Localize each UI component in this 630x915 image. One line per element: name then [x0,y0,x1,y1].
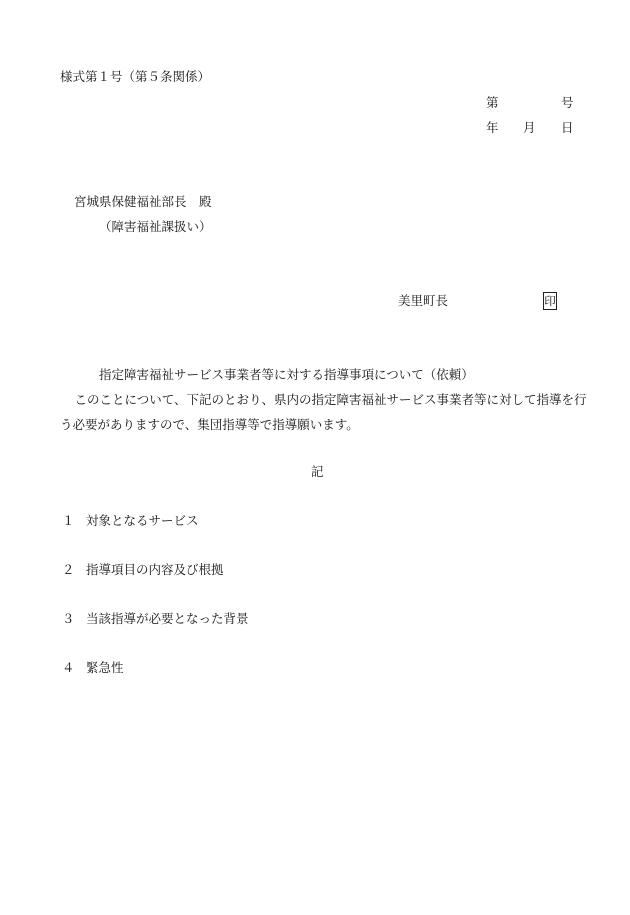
form-number: 様式第１号（第５条関係） [60,69,211,84]
list-item-label: 緊急性 [86,660,124,675]
list-item-label: 当該指導が必要となった背景 [86,611,249,626]
date-day: 日 [561,120,574,135]
document-number-suffix: 号 [561,95,574,110]
body-line-1: このことについて、下記のとおり、県内の指定障害福祉サービス事業者等に対して指導を行 [62,392,587,407]
recipient-attention: （障害福祉課扱い） [99,219,212,234]
seal-stamp-box: 印 [544,294,556,308]
date-year: 年 [486,120,499,135]
document-number-prefix: 第 [486,95,499,110]
sender-name: 美里町長 [398,293,449,308]
list-item-label: 対象となるサービス [86,513,199,528]
recipient-name: 宮城県保健福祉部長 殿 [74,194,212,209]
body-line-2: う必要がありますので、集団指導等で指導願います。 [60,417,359,432]
list-item-number: ３ [62,611,75,626]
notes-heading: 記 [311,464,324,479]
date-month: 月 [523,120,536,135]
list-item-number: ４ [62,660,75,675]
list-item-number: ２ [62,562,75,577]
subject-line: 指定障害福祉サービス事業者等に対する指導事項について（依頼） [99,367,474,382]
list-item-number: １ [62,513,75,528]
list-item-label: 指導項目の内容及び根拠 [86,562,224,577]
